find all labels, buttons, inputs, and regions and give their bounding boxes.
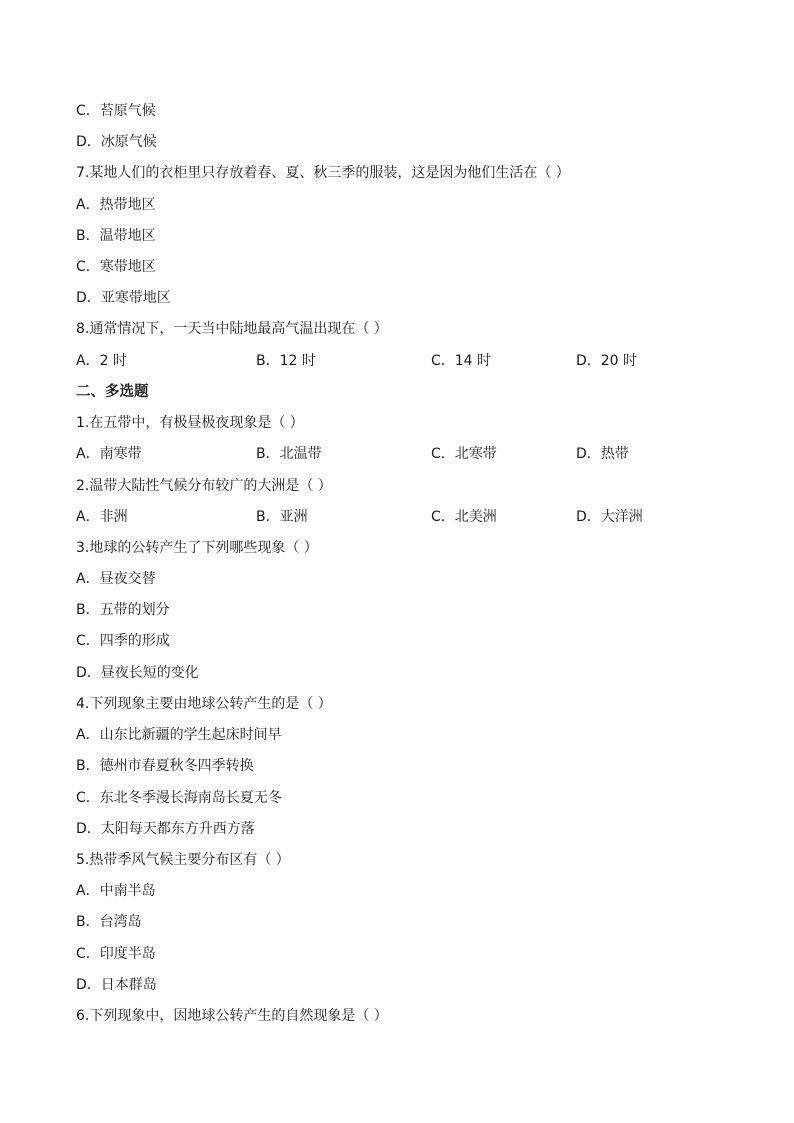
mc-question-1-options [76, 445, 736, 463]
mc-question-3-stem: 3.地球的公转产生了下列哪些现象（ ） [76, 540, 318, 556]
section-heading-multiple-choice: 二、多选题 [76, 384, 149, 400]
option-mc4-d: D．太阳每天都东方升西方落 [76, 821, 255, 837]
mc-question-1-stem: 1.在五带中，有极昼极夜现象是（ ） [76, 415, 304, 431]
option-q6-d: D．冰原气候 [76, 134, 157, 150]
option-mc5-b: B．台湾岛 [76, 914, 142, 930]
option-mc3-d: D．昼夜长短的变化 [76, 665, 199, 681]
option-mc4-b: B．德州市春夏秋冬四季转换 [76, 758, 254, 774]
mc-question-2-options [76, 508, 736, 526]
option-q7-b: B．温带地区 [76, 228, 156, 244]
option-mc2-d: D．大洋洲 [576, 509, 643, 525]
mc-question-4-stem: 4.下列现象主要由地球公转产生的是（ ） [76, 696, 332, 712]
option-mc1-b: B．北温带 [256, 446, 322, 462]
option-q8-b: B．12 时 [256, 353, 316, 369]
option-mc4-a: A．山东比新疆的学生起床时间早 [76, 727, 282, 743]
option-mc2-c: C．北美洲 [431, 509, 497, 525]
option-mc3-c: C．四季的形成 [76, 633, 170, 649]
question-8-options [76, 352, 736, 370]
question-7-stem: 7.某地人们的衣柜里只存放着春、夏、秋三季的服装，这是因为他们生活在（ ） [76, 165, 570, 181]
option-mc5-c: C．印度半岛 [76, 946, 156, 962]
option-mc4-c: C．东北冬季漫长海南岛长夏无冬 [76, 790, 282, 806]
option-mc1-a: A．南寒带 [76, 446, 142, 462]
option-q8-a: A．2 时 [76, 353, 127, 369]
option-q7-c: C．寒带地区 [76, 259, 156, 275]
option-mc2-a: A．非洲 [76, 509, 128, 525]
option-mc1-d: D．热带 [576, 446, 629, 462]
mc-question-6-stem: 6.下列现象中，因地球公转产生的自然现象是（ ） [76, 1008, 388, 1024]
question-8-stem: 8.通常情况下，一天当中陆地最高气温出现在（ ） [76, 321, 388, 337]
option-q8-c: C．14 时 [431, 353, 492, 369]
option-mc1-c: C．北寒带 [431, 446, 497, 462]
mc-question-5-stem: 5.热带季风气候主要分布区有（ ） [76, 852, 290, 868]
option-mc2-b: B．亚洲 [256, 509, 308, 525]
mc-question-2-stem: 2.温带大陆性气候分布较广的大洲是（ ） [76, 478, 332, 494]
option-mc5-d: D．日本群岛 [76, 977, 157, 993]
option-q7-d: D．亚寒带地区 [76, 290, 171, 306]
option-mc3-a: A．昼夜交替 [76, 571, 156, 587]
option-q8-d: D．20 时 [576, 353, 638, 369]
option-mc3-b: B．五带的划分 [76, 602, 170, 618]
option-mc5-a: A．中南半岛 [76, 883, 156, 899]
option-q7-a: A．热带地区 [76, 197, 156, 213]
option-q6-c: C．苔原气候 [76, 103, 156, 119]
